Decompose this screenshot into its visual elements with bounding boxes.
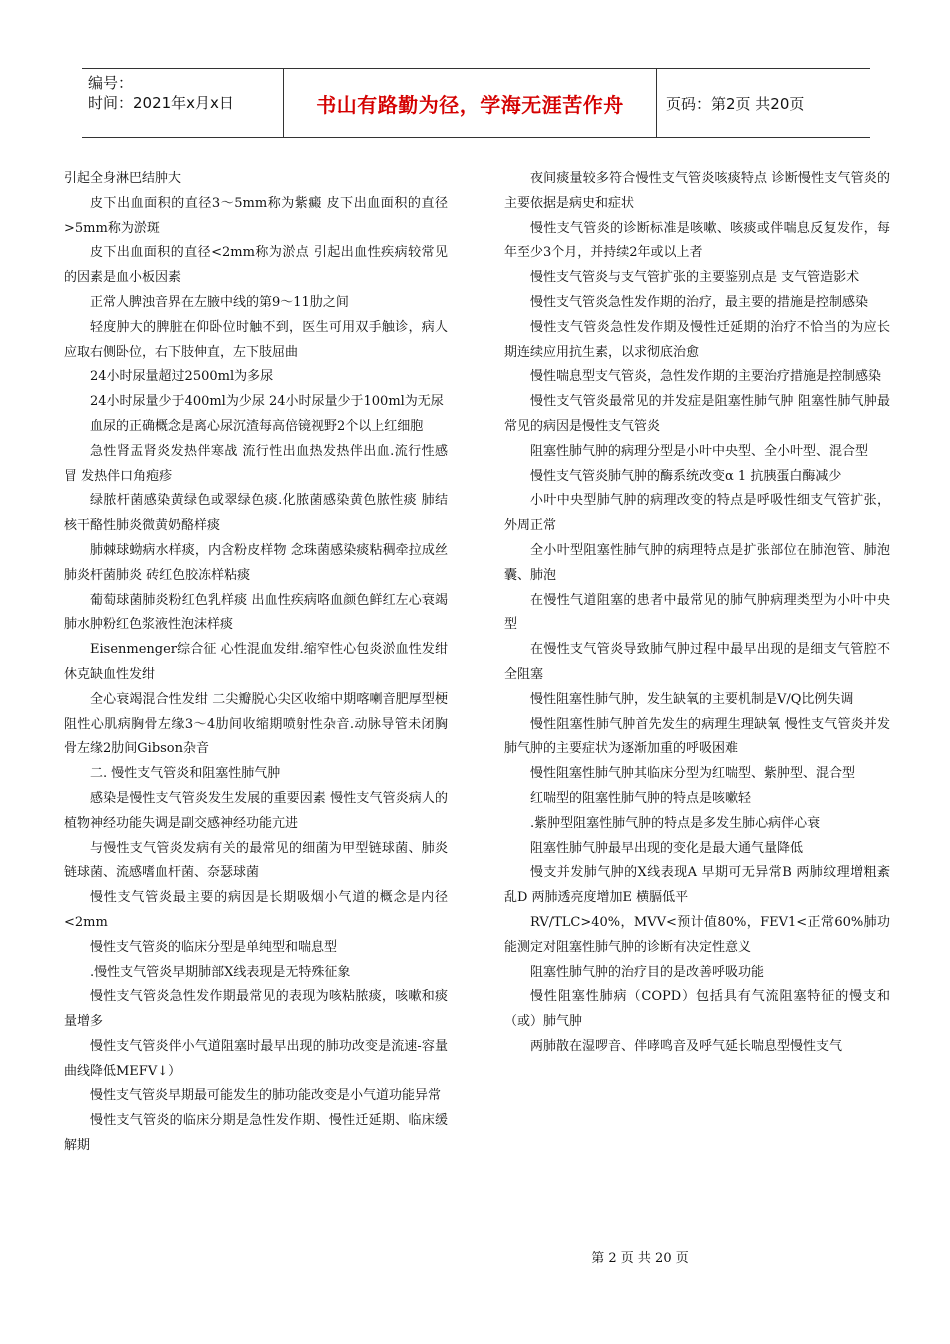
header-table — [82, 68, 870, 138]
paragraph: 小叶中央型肺气肿的病理改变的特点是呼吸性细支气管扩张，外周正常 — [504, 493, 890, 534]
paragraph: 引起全身淋巴结肿大 — [64, 171, 182, 186]
paragraph: 24小时尿量超过2500ml为多尿 — [90, 369, 274, 385]
paragraph: 慢性支气管炎急性发作期的治疗，最主要的措施是控制感染 — [530, 294, 869, 310]
paragraph: 皮下出血面积的直径3～5mm称为紫癜 皮下出血面积的直径>5mm称为淤斑 — [64, 195, 448, 236]
paragraph: 绿脓杆菌感染黄绿色或翠绿色痰.化脓菌感染黄色脓性痰 肺结核干酪性肺炎微黄奶酪样痰 — [64, 493, 448, 534]
paragraph: 红喘型的阻塞性肺气肿的特点是咳嗽轻 — [530, 790, 752, 806]
paragraph: 阻塞性肺气肿最早出现的变化是最大通气量降低 — [530, 840, 804, 856]
paragraph: 慢性支气管炎急性发作期及慢性迁延期的治疗不恰当的为应长期连续应用抗生素，以求彻底治愈 — [504, 319, 890, 360]
paragraph: 与慢性支气管炎发病有关的最常见的细菌为甲型链球菌、肺炎链球菌、流感嗜血杆菌、奈瑟球菌 — [64, 840, 448, 881]
paragraph: 慢性支气管炎与支气管扩张的主要鉴别点是 支气管造影术 — [530, 270, 860, 286]
paragraph: 24小时尿量少于400ml为少尿 24小时尿量少于100ml为无尿 — [90, 394, 444, 410]
paragraph: 全小叶型阻塞性肺气肿的病理特点是扩张部位在肺泡管、肺泡囊、肺泡 — [504, 542, 890, 583]
paragraph: 血尿的正确概念是离心尿沉渣每高倍镜视野2个以上红细胞 — [90, 418, 424, 434]
page-footer: 第 2 页 共 20 页 — [591, 1251, 689, 1266]
paragraph: 慢性支气管炎急性发作期最常见的表现为咳粘脓痰，咳嗽和痰量增多 — [64, 989, 448, 1030]
paragraph: 慢性支气管炎伴小气道阻塞时最早出现的肺功改变是流速-容量曲线降低MEFV↓） — [64, 1038, 448, 1079]
paragraph: 慢性支气管炎最主要的病因是长期吸烟小气道的概念是内径<2mm — [64, 890, 448, 930]
paragraph: 慢性支气管炎早期最可能发生的肺功能改变是小气道功能异常 — [90, 1088, 442, 1104]
paragraph: 慢性支气管炎最常见的并发症是阻塞性肺气肿 阻塞性肺气肿最常见的病因是慢性支气管炎 — [504, 394, 890, 434]
left-column — [64, 167, 448, 1159]
paragraph: 慢性支气管炎的临床分型是单纯型和喘息型 — [90, 939, 338, 955]
paragraph: 阻塞性肺气肿的病理分型是小叶中央型、全小叶型、混合型 — [530, 443, 869, 459]
paragraph: 皮下出血面积的直径<2mm称为淤点 引起出血性疾病较常见的因素是血小板因素 — [64, 245, 448, 286]
paragraph: 感染是慢性支气管炎发生发展的重要因素 慢性支气管炎病人的植物神经功能失调是副交感神经功能亢进 — [64, 790, 448, 831]
paragraph: 正常人脾浊音界在左腋中线的第9～11肋之间 — [90, 294, 349, 310]
paragraph: 在慢性支气管炎导致肺气肿过程中最早出现的是细支气管腔不全阻塞 — [504, 642, 890, 682]
paragraph: 轻度肿大的脾脏在仰卧位时触不到，医生可用双手触诊，病人应取右侧卧位，右下肢伸直，左下肢屈曲 — [64, 319, 448, 360]
paragraph: .紫肿型阻塞性肺气肿的特点是多发生肺心病伴心衰 — [530, 815, 821, 831]
header-page-label: 页码：第2页 共20页 — [666, 95, 805, 113]
paragraph: 葡萄球菌肺炎粉红色乳样痰 出血性疾病咯血颜色鲜红左心衰竭肺水肿粉红色浆液性泡沫样痰 — [64, 592, 448, 633]
paragraph: 慢性支气管炎的临床分期是急性发作期、慢性迁延期、临床缓解期 — [64, 1113, 448, 1154]
paragraph: 二. 慢性支气管炎和阻塞性肺气肿 — [90, 766, 281, 782]
paragraph: 慢支并发肺气肿的X线表现A 早期可无异常B 两肺纹理增粗紊乱D 两肺透亮度增加E 横膈低平 — [504, 865, 890, 906]
paragraph: 慢性阻塞性肺气肿首先发生的病理生理缺氧 慢性支气管炎并发肺气肿的主要症状为逐渐加重的呼吸困难 — [504, 716, 890, 757]
paragraph: 夜间痰量较多符合慢性支气管炎咳痰特点 诊断慢性支气管炎的主要依据是病史和症状 — [504, 171, 890, 211]
header-divider — [656, 69, 657, 137]
paragraph: 慢性阻塞性肺病（COPD）包括具有气流阻塞特征的慢支和（或）肺气肿 — [504, 989, 890, 1030]
paragraph: RV/TLC>40%，MVV<预计值80%，FEV1<正常60%肺功能测定对阻塞性肺气肿的诊断有决定性意义 — [504, 914, 890, 955]
paragraph: 阻塞性肺气肿的治疗目的是改善呼吸功能 — [530, 964, 765, 980]
paragraph: Eisenmenger综合征 心性混血发绀.缩窄性心包炎淤血性发绀 休克缺血性发绀 — [64, 642, 448, 682]
time-label: 时间：2021年x月x日 — [88, 94, 234, 112]
header-meta — [88, 73, 284, 113]
paragraph: 慢性喘息型支气管炎，急性发作期的主要治疗措施是控制感染 — [530, 369, 882, 385]
paragraph: 在慢性气道阻塞的患者中最常见的肺气肿病理类型为小叶中央型 — [504, 592, 890, 633]
serial-label: 编号： — [88, 74, 134, 92]
paragraph: 全心衰竭混合性发绀 二尖瓣脱心尖区收缩中期喀喇音肥厚型梗阻性心肌病胸骨左缘3～4肋间收缩期喷射性杂音.动脉导管未闭胸骨左缘2肋间Gibson杂音 — [64, 691, 448, 757]
paragraph: 急性肾盂肾炎发热伴寒战 流行性出血热发热伴出血.流行性感冒 发热伴口角疱疹 — [64, 443, 448, 484]
header-motto: 书山有路勤为径，学海无涯苦作舟 — [316, 92, 624, 117]
paragraph: 慢性支气管炎的诊断标准是咳嗽、咳痰或伴喘息反复发作，每年至少3个月，并持续2年或以上者 — [504, 220, 890, 261]
paragraph: 慢性阻塞性肺气肿，发生缺氧的主要机制是V/Q比例失调 — [530, 691, 854, 707]
paragraph: 慢性支气管炎肺气肿的酶系统改变α 1 抗胰蛋白酶减少 — [530, 468, 842, 484]
paragraph: 肺棘球蚴病水样痰，内含粉皮样物 念珠菌感染痰粘稠牵拉成丝肺炎杆菌肺炎 砖红色胶冻样粘痰 — [64, 542, 448, 583]
right-column — [504, 167, 890, 1060]
paragraph: 慢性阻塞性肺气肿其临床分型为红喘型、紫肿型、混合型 — [530, 766, 856, 782]
paragraph: 两肺散在湿啰音、伴哮鸣音及呼气延长喘息型慢性支气 — [530, 1038, 843, 1054]
paragraph: .慢性支气管炎早期肺部X线表现是无特殊征象 — [90, 964, 351, 980]
